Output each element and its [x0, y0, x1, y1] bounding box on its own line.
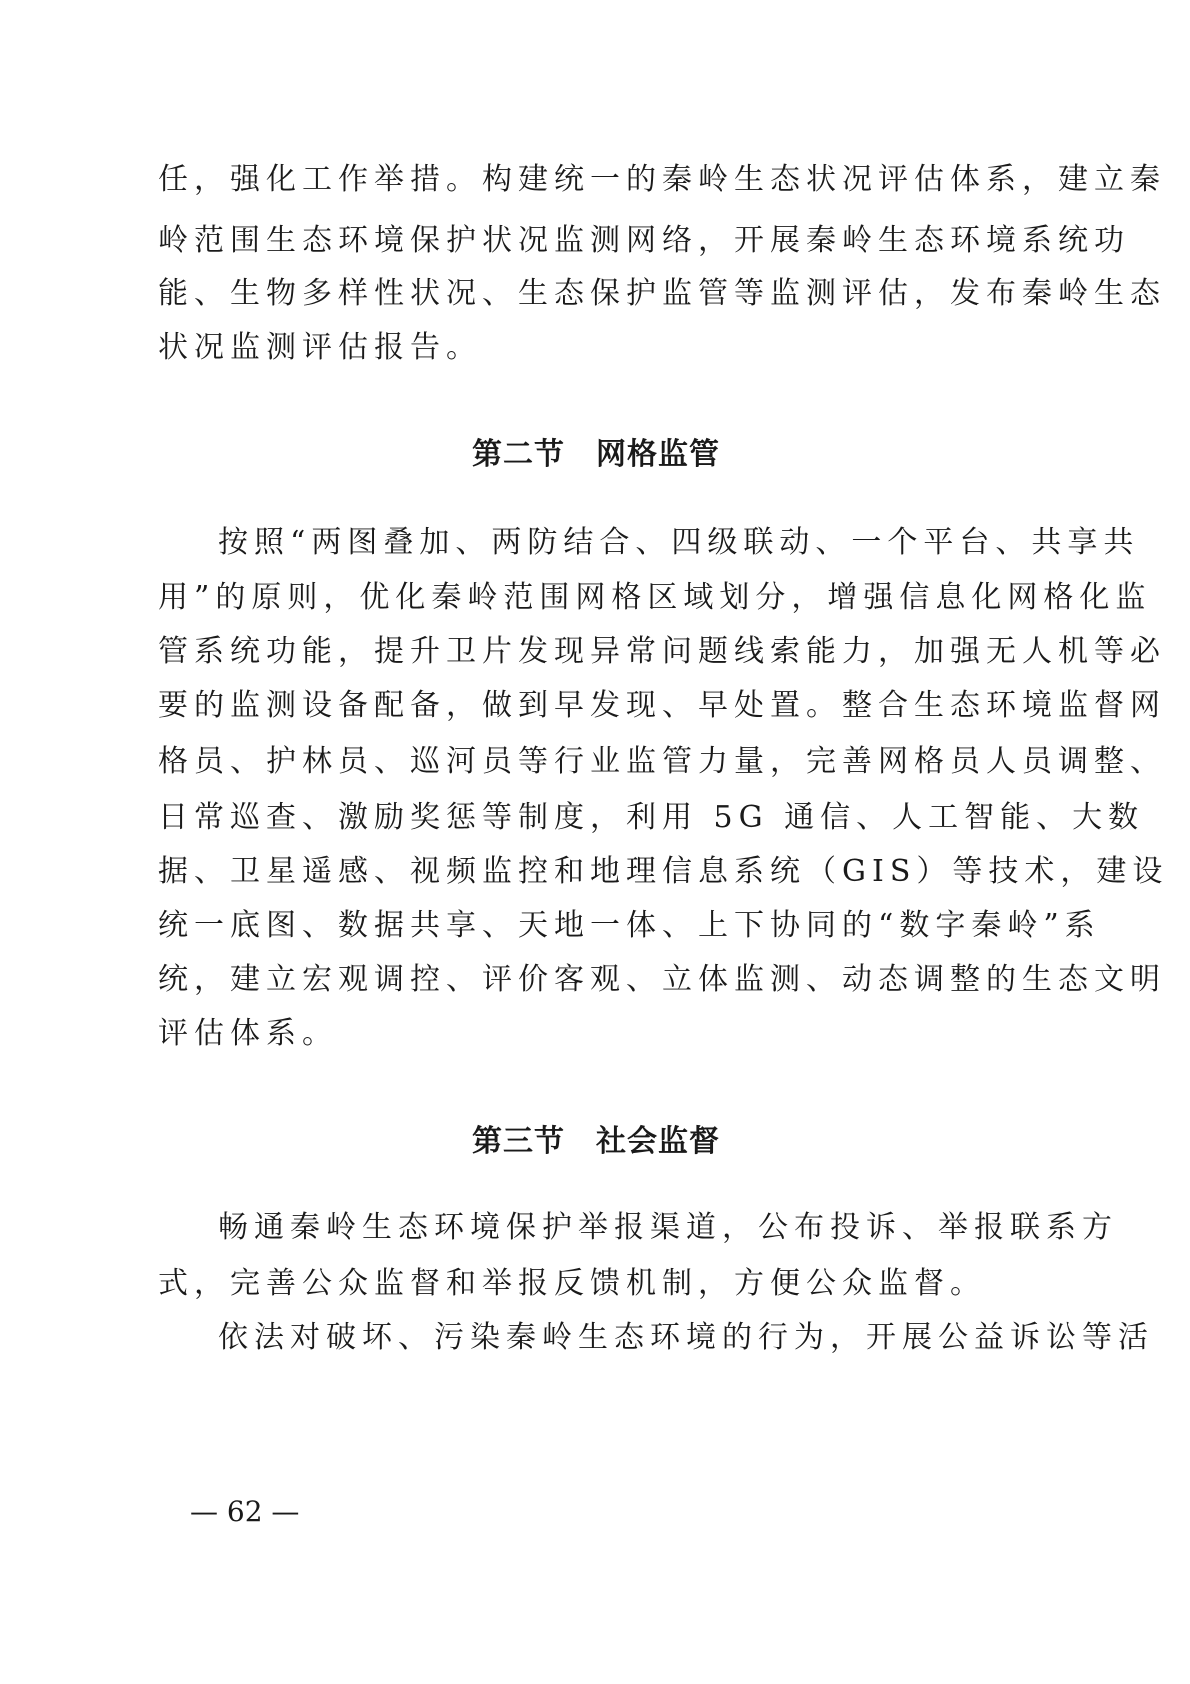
body-text-line: 任，强化工作举措。构建统一的秦岭生态状况评估体系，建立秦	[158, 162, 1166, 197]
body-text-line: 统，建立宏观调控、评价客观、立体监测、动态调整的生态文明	[158, 962, 1166, 997]
page-number: — 62 —	[190, 1495, 300, 1528]
body-text-line: 管系统功能，提升卫片发现异常问题线索能力，加强无人机等必	[158, 634, 1166, 669]
body-text-line: 据、卫星遥感、视频监控和地理信息系统（GIS）等技术，建设	[158, 854, 1169, 889]
body-text-line: 按照“两图叠加、两防结合、四级联动、一个平台、共享共	[218, 525, 1140, 560]
body-text-line: 统一底图、数据共享、天地一体、上下协同的“数字秦岭”系	[158, 908, 1101, 943]
body-text-line: 评估体系。	[158, 1016, 338, 1051]
body-text-line: 用”的原则，优化秦岭范围网格区域划分，增强信息化网格化监	[158, 580, 1152, 615]
body-text-line: 状况监测评估报告。	[158, 330, 482, 365]
body-text-line: 式，完善公众监督和举报反馈机制，方便公众监督。	[158, 1266, 986, 1301]
body-text-line: 依法对破坏、污染秦岭生态环境的行为，开展公益诉讼等活	[218, 1320, 1154, 1355]
body-text-line: 能、生物多样性状况、生态保护监管等监测评估，发布秦岭生态	[158, 276, 1166, 311]
body-text-line: 岭范围生态环境保护状况监测网络，开展秦岭生态环境系统功	[158, 223, 1130, 258]
section-heading: 第三节 社会监督	[472, 1124, 720, 1159]
body-text-line: 要的监测设备配备，做到早发现、早处置。整合生态环境监督网	[158, 688, 1166, 723]
body-text-line: 畅通秦岭生态环境保护举报渠道，公布投诉、举报联系方	[218, 1210, 1118, 1245]
body-text-line: 格员、护林员、巡河员等行业监管力量，完善网格员人员调整、	[158, 744, 1166, 779]
body-text-line: 日常巡查、激励奖惩等制度，利用 5G 通信、人工智能、大数	[158, 800, 1145, 835]
section-heading: 第二节 网格监管	[472, 437, 720, 472]
